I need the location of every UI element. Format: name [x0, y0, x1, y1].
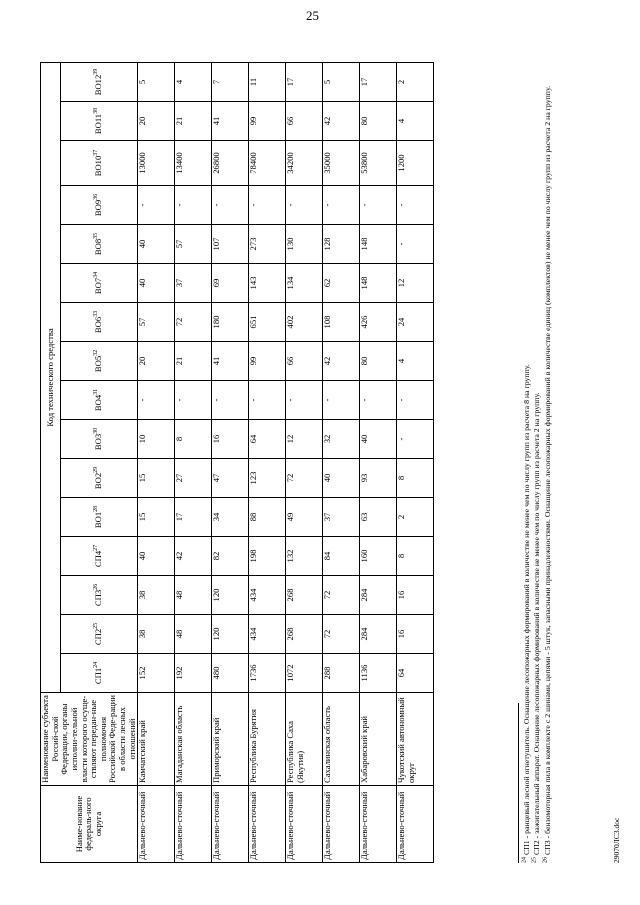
value-cell: 434 — [249, 615, 286, 654]
footnote-list — [522, 43, 552, 863]
value-cell: 72 — [286, 459, 323, 498]
page-number: 25 — [306, 8, 319, 23]
district-cell: Дальнево-сточный — [286, 786, 323, 863]
value-cell: 13400 — [175, 141, 212, 186]
value-cell: 88 — [249, 498, 286, 537]
value-cell: 15 — [138, 498, 175, 537]
code-footnote-ref: 31 — [93, 388, 100, 395]
value-cell: 198 — [249, 537, 286, 576]
value-cell: 12 — [397, 264, 434, 303]
value-cell: 123 — [249, 459, 286, 498]
header-district: Наиме-нование федераль-ного округа — [41, 786, 138, 863]
footnote-text: СП1 - ранцевый лесной огнетушитель. Оснащение лесопожарных формирований в количестве не менее чем по числу групп из расчета 8 на группу. — [522, 364, 531, 856]
code-footnote-ref: 25 — [93, 622, 100, 629]
value-cell: 120 — [212, 615, 249, 654]
code-label: ВО8 — [93, 238, 104, 256]
value-cell: 99 — [249, 342, 286, 381]
value-cell: 8 — [397, 459, 434, 498]
code-footnote-ref: 32 — [93, 349, 100, 356]
subject-cell: Республика Бурятия — [249, 693, 286, 786]
value-cell: 2 — [397, 63, 434, 102]
value-cell: 651 — [249, 303, 286, 342]
value-cell: 21 — [175, 342, 212, 381]
value-cell: 20 — [138, 102, 175, 141]
value-cell: 72 — [175, 303, 212, 342]
code-footnote-ref: 33 — [93, 310, 100, 317]
footnote-text: СП3 - бензомоторная пила в комплекте с 2 шинами, цепями - 5 штук, запасными принадлежностями. Оснащение лесопожарных формирований в количестве единиц (комплектов) не менее чем по числу групп из расчета 2 на группу. — [542, 85, 552, 856]
value-cell: 35000 — [323, 141, 360, 186]
value-cell: - — [212, 381, 249, 420]
value-cell: 8 — [397, 537, 434, 576]
value-cell: - — [138, 186, 175, 225]
district-cell: Дальнево-сточный — [249, 786, 286, 863]
footnote — [522, 43, 531, 863]
value-cell: 108 — [323, 303, 360, 342]
header-code-во10 — [60, 141, 138, 186]
value-cell: 273 — [249, 225, 286, 264]
value-cell: 42 — [323, 342, 360, 381]
value-cell: 40 — [138, 537, 175, 576]
value-cell: 17 — [175, 498, 212, 537]
value-cell: 160 — [360, 537, 397, 576]
subject-cell: Магаданская область — [175, 693, 212, 786]
value-cell: 64 — [397, 654, 434, 693]
value-cell: 143 — [249, 264, 286, 303]
value-cell: 1200 — [397, 141, 434, 186]
value-cell: - — [323, 186, 360, 225]
subject-cell: Камчатский край — [138, 693, 175, 786]
footnote-number: 25 — [531, 857, 538, 863]
value-cell: - — [397, 381, 434, 420]
value-cell: 11 — [249, 63, 286, 102]
code-label: ВО2 — [93, 472, 104, 490]
subject-cell: Сахалинская область — [323, 693, 360, 786]
value-cell: 10 — [138, 420, 175, 459]
code-label: СП3 — [93, 589, 104, 607]
value-cell: 26800 — [212, 141, 249, 186]
value-cell: 15 — [138, 459, 175, 498]
code-footnote-ref: 38 — [93, 107, 100, 114]
header-code-во2 — [60, 459, 138, 498]
value-cell: 13000 — [138, 141, 175, 186]
footnote — [532, 43, 541, 863]
value-cell: - — [249, 186, 286, 225]
code-label: СП1 — [93, 667, 104, 685]
value-cell: 48 — [175, 576, 212, 615]
code-footnote-ref: 27 — [93, 544, 100, 551]
value-cell: 72 — [323, 576, 360, 615]
code-label: ВО12 — [93, 74, 104, 96]
value-cell: 27 — [175, 459, 212, 498]
value-cell: 4 — [175, 63, 212, 102]
value-cell: 152 — [138, 654, 175, 693]
table-row — [397, 63, 434, 863]
table-row — [360, 63, 397, 863]
header-code-во12 — [60, 63, 138, 102]
value-cell: 1736 — [249, 654, 286, 693]
value-cell: 38 — [138, 615, 175, 654]
value-cell: 284 — [360, 615, 397, 654]
value-cell: 40 — [323, 459, 360, 498]
code-footnote-ref: 39 — [93, 68, 100, 75]
value-cell: 16 — [397, 576, 434, 615]
footnote-number: 26 — [542, 857, 549, 863]
value-cell: 62 — [323, 264, 360, 303]
header-code-во9 — [60, 186, 138, 225]
value-cell: 268 — [286, 615, 323, 654]
table-header-row — [41, 63, 61, 863]
value-cell: 40 — [360, 420, 397, 459]
value-cell: 24 — [397, 303, 434, 342]
code-label: ВО11 — [93, 113, 104, 135]
value-cell: 8 — [175, 420, 212, 459]
value-cell: 2 — [397, 498, 434, 537]
header-code-сп2 — [60, 615, 138, 654]
code-label: ВО10 — [93, 155, 104, 177]
value-cell: - — [212, 186, 249, 225]
value-cell: 80 — [360, 342, 397, 381]
district-cell: Дальнево-сточный — [323, 786, 360, 863]
value-cell: 37 — [175, 264, 212, 303]
value-cell: 53800 — [360, 141, 397, 186]
value-cell: 134 — [286, 264, 323, 303]
district-cell: Дальнево-сточный — [212, 786, 249, 863]
code-footnote-ref: 28 — [93, 505, 100, 512]
code-label: СП2 — [93, 628, 104, 646]
value-cell: 288 — [323, 654, 360, 693]
value-cell: 20 — [138, 342, 175, 381]
footnote — [543, 43, 552, 863]
value-cell: 4 — [397, 342, 434, 381]
value-cell: 42 — [175, 537, 212, 576]
value-cell: - — [286, 186, 323, 225]
value-cell: 37 — [323, 498, 360, 537]
header-code-во8 — [60, 225, 138, 264]
value-cell: 180 — [212, 303, 249, 342]
value-cell: 42 — [323, 102, 360, 141]
code-label: ВО6 — [93, 316, 104, 334]
value-cell: 66 — [286, 342, 323, 381]
code-footnote-ref: 26 — [93, 583, 100, 590]
header-code-во6 — [60, 303, 138, 342]
code-label: ВО5 — [93, 355, 104, 373]
code-footnote-ref: 36 — [93, 193, 100, 200]
value-cell: - — [397, 225, 434, 264]
value-cell: 69 — [212, 264, 249, 303]
code-footnote-ref: 35 — [93, 232, 100, 239]
value-cell: 48 — [175, 615, 212, 654]
value-cell: 434 — [249, 576, 286, 615]
value-cell: 41 — [212, 342, 249, 381]
value-cell: 148 — [360, 264, 397, 303]
header-code-group: Код технического средства — [41, 63, 61, 693]
code-footnote-ref: 29 — [93, 466, 100, 473]
value-cell: 21 — [175, 102, 212, 141]
value-cell: 72 — [323, 615, 360, 654]
value-cell: 40 — [138, 264, 175, 303]
value-cell: 16 — [397, 615, 434, 654]
value-cell: 130 — [286, 225, 323, 264]
code-footnote-ref: 34 — [93, 271, 100, 278]
value-cell: - — [323, 381, 360, 420]
value-cell: 120 — [212, 576, 249, 615]
code-label: ВО4 — [93, 394, 104, 412]
header-code-во7 — [60, 264, 138, 303]
subject-cell: Хабаровский край — [360, 693, 397, 786]
value-cell: 7 — [212, 63, 249, 102]
value-cell: 47 — [212, 459, 249, 498]
value-cell: 268 — [286, 576, 323, 615]
subject-cell: Республика Саха (Якутия) — [286, 693, 323, 786]
header-code-во11 — [60, 102, 138, 141]
value-cell: 17 — [360, 63, 397, 102]
district-cell: Дальнево-сточный — [175, 786, 212, 863]
value-cell: 5 — [323, 63, 360, 102]
table-row — [249, 63, 286, 863]
value-cell: 284 — [360, 576, 397, 615]
header-subject: Наименование субъекта Россий-ской Федерации, органы исполни-тельной власти которого осуще-ствляют передан-ные полномочия Российской Феде-рации в области лесных отношений — [41, 693, 138, 786]
value-cell: 17 — [286, 63, 323, 102]
value-cell: 132 — [286, 537, 323, 576]
table-row — [138, 63, 175, 863]
footnote-rule — [518, 703, 519, 863]
table-row — [175, 63, 212, 863]
value-cell: - — [286, 381, 323, 420]
value-cell: 12 — [286, 420, 323, 459]
code-label: ВО7 — [93, 277, 104, 295]
value-cell: 34 — [212, 498, 249, 537]
code-footnote-ref: 24 — [93, 661, 100, 668]
value-cell: 4 — [397, 102, 434, 141]
code-footnote-ref: 30 — [93, 427, 100, 434]
value-cell: - — [249, 381, 286, 420]
value-cell: 84 — [323, 537, 360, 576]
value-cell: - — [138, 381, 175, 420]
district-cell: Дальнево-сточный — [360, 786, 397, 863]
equipment-table — [40, 62, 434, 863]
value-cell: 402 — [286, 303, 323, 342]
value-cell: 34200 — [286, 141, 323, 186]
code-label: ВО3 — [93, 433, 104, 451]
value-cell: 480 — [212, 654, 249, 693]
value-cell: 38 — [138, 576, 175, 615]
value-cell: 107 — [212, 225, 249, 264]
subject-cell: Чукотский автономный округ — [397, 693, 434, 786]
table-row — [323, 63, 360, 863]
value-cell: - — [397, 186, 434, 225]
code-label: СП4 — [93, 550, 104, 568]
code-label: ВО1 — [93, 511, 104, 529]
district-cell: Дальнево-сточный — [397, 786, 434, 863]
value-cell: 80 — [360, 102, 397, 141]
code-footnote-ref: 37 — [93, 149, 100, 156]
value-cell: 16 — [212, 420, 249, 459]
district-cell: Дальнево-сточный — [138, 786, 175, 863]
header-code-во3 — [60, 420, 138, 459]
value-cell: 63 — [360, 498, 397, 537]
footnote-number: 24 — [521, 857, 528, 863]
value-cell: 93 — [360, 459, 397, 498]
value-cell: 1072 — [286, 654, 323, 693]
value-cell: 5 — [138, 63, 175, 102]
value-cell: 1136 — [360, 654, 397, 693]
value-cell: 64 — [249, 420, 286, 459]
header-code-во5 — [60, 342, 138, 381]
header-code-во4 — [60, 381, 138, 420]
value-cell: 40 — [138, 225, 175, 264]
document-id: 29070ЛС3.doc — [612, 817, 621, 863]
value-cell: 78400 — [249, 141, 286, 186]
value-cell: 41 — [212, 102, 249, 141]
value-cell: 49 — [286, 498, 323, 537]
value-cell: 426 — [360, 303, 397, 342]
value-cell: - — [360, 186, 397, 225]
table-row — [286, 63, 323, 863]
header-code-во1 — [60, 498, 138, 537]
value-cell: - — [175, 186, 212, 225]
value-cell: 32 — [323, 420, 360, 459]
value-cell: 57 — [175, 225, 212, 264]
value-cell: - — [175, 381, 212, 420]
value-cell: 148 — [360, 225, 397, 264]
value-cell: - — [360, 381, 397, 420]
value-cell: 128 — [323, 225, 360, 264]
header-code-сп1 — [60, 654, 138, 693]
table-row — [212, 63, 249, 863]
header-code-сп3 — [60, 576, 138, 615]
value-cell: - — [397, 420, 434, 459]
value-cell: 192 — [175, 654, 212, 693]
value-cell: 66 — [286, 102, 323, 141]
subject-cell: Приморский край — [212, 693, 249, 786]
footnote-text: СП2 - зажигательный аппарат. Оснащение лесопожарных формирований в количестве не менее чем по числу групп из расчета 2 на группу. — [532, 392, 542, 856]
value-cell: 57 — [138, 303, 175, 342]
value-cell: 99 — [249, 102, 286, 141]
value-cell: 82 — [212, 537, 249, 576]
code-label: ВО9 — [93, 199, 104, 217]
header-code-сп4 — [60, 537, 138, 576]
footnotes — [518, 43, 553, 863]
